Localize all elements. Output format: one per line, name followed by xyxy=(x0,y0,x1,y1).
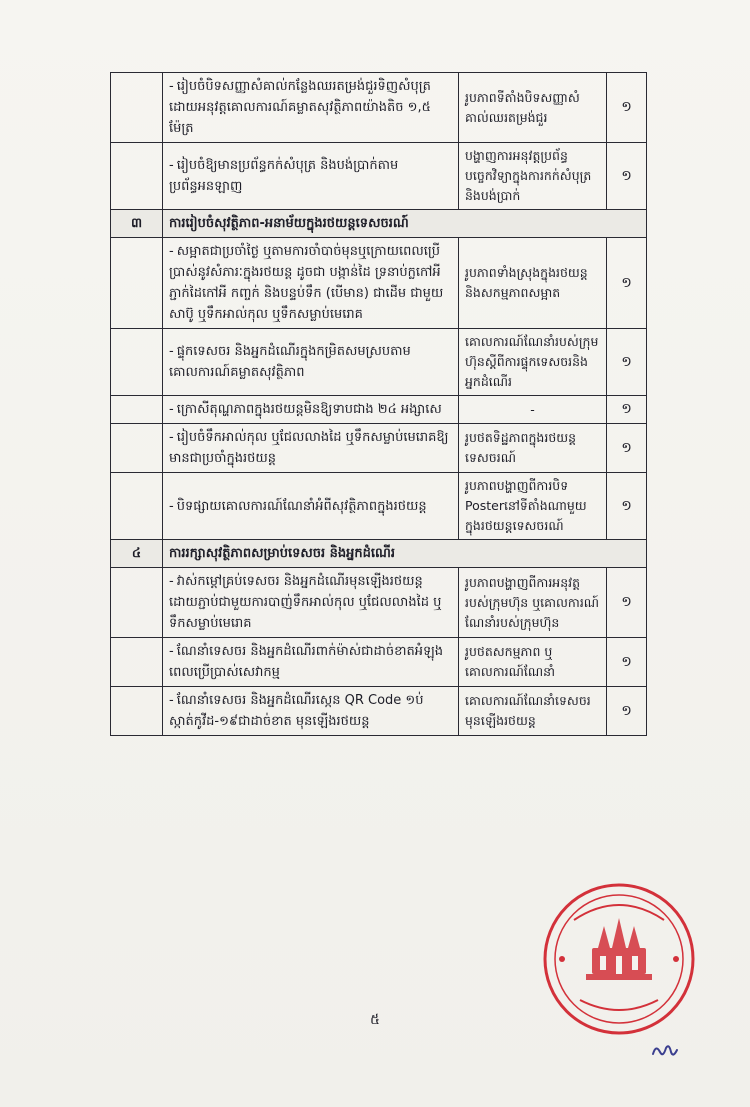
table-row xyxy=(111,73,647,143)
signature-mark-icon xyxy=(650,1040,680,1062)
evidence-cell: - xyxy=(459,396,607,424)
score-cell: ១ xyxy=(607,396,647,424)
section-row xyxy=(111,540,647,568)
row-number-cell xyxy=(111,143,163,210)
official-seal-icon xyxy=(540,880,698,1038)
section-title: ការរៀបចំសុវត្ថិភាព-អនាម័យក្នុងរថយន្តទេសចរណ៍ xyxy=(163,210,647,238)
evidence-cell: គោលការណ៍ណែនាំទេសចរមុនឡើងរថយន្ត xyxy=(459,687,607,736)
activity-cell: - ផ្ទុកទេសចរ និងអ្នកដំណើរក្នុងកម្រិតសមស្របតាមគោលការណ៍គម្លាតសុវត្ថិភាព xyxy=(163,329,459,396)
score-cell: ១ xyxy=(607,424,647,473)
table-row xyxy=(111,329,647,396)
row-number-cell xyxy=(111,687,163,736)
activity-text: ណែនាំទេសចរ និងអ្នកដំណើរស្កេន QR Code ១ប់ស្កាត់កូវីដ-១៩ជាដាច់ខាត មុនឡើងរថយន្ត xyxy=(169,693,424,729)
row-number-cell xyxy=(111,238,163,329)
activity-cell: - វាស់កម្ដៅគ្រប់ទេសចរ និងអ្នកដំណើរមុនឡើងរថយន្ត ដោយភ្ជាប់ជាមួយការបាញ់ទឹកអាល់កុល ឬជែលលាងដៃ ឬទឹកសម្លាប់មេរោគ xyxy=(163,568,459,638)
section-number: ៣ xyxy=(111,210,163,238)
activity-text: សម្អាតជាប្រចាំថ្ងៃ ឬតាមការចាំបាច់មុនឬក្រោយពេលប្រើប្រាស់នូវសំភារៈក្នុងរថយន្ត ដូចជា បង្កាន់ដៃ ទ្រនាប់ក្លកៅអី ភ្ជាក់ដៃកៅអី កញ្ចក់ និងបន្ទប់ទឹក (បើមាន) ជាដើម ជាមួយសាប៊ូ ឬទឹកអាល់កុល ឬទឹកសម្លាប់មេរោគ xyxy=(169,244,444,322)
activity-cell: - ណែនាំទេសចរ និងអ្នកដំណើរស្កេន QR Code ១ប់ស្កាត់កូវីដ-១៩ជាដាច់ខាត មុនឡើងរថយន្ត xyxy=(163,687,459,736)
table-row xyxy=(111,687,647,736)
evidence-cell: បង្ហាញការអនុវត្តប្រព័ន្ធបច្ចេកវិទ្យាក្នុងការកក់សំបុត្រ និងបង់ប្រាក់ xyxy=(459,143,607,210)
evidence-cell: រូបថតទិដ្ឋភាពក្នុងរថយន្តទេសចរណ៍ xyxy=(459,424,607,473)
section-number: ៤ xyxy=(111,540,163,568)
activity-text: រៀបចំឱ្យមានប្រព័ន្ធកក់សំបុត្រ និងបង់ប្រាក់តាមប្រព័ន្ធអនឡាញ xyxy=(169,158,399,194)
score-cell: ១ xyxy=(607,143,647,210)
row-number-cell xyxy=(111,638,163,687)
table-row xyxy=(111,424,647,473)
activity-cell: - សម្អាតជាប្រចាំថ្ងៃ ឬតាមការចាំបាច់មុនឬក្រោយពេលប្រើប្រាស់នូវសំភារៈក្នុងរថយន្ត ដូចជា បង្កាន់ដៃ ទ្រនាប់ក្លកៅអី ភ្ជាក់ដៃកៅអី កញ្ចក់ និងបន្ទប់ទឹក (បើមាន) ជាដើម ជាមួយសាប៊ូ ឬទឹកអាល់កុល ឬទឹកសម្លាប់មេរោគ xyxy=(163,238,459,329)
evidence-cell: រូបភាពទាំងស្រុងក្នុងរថយន្ត និងសកម្មភាពសម្អាត xyxy=(459,238,607,329)
activity-text: រៀបចំបិទសញ្ញាសំគាល់កន្លែងឈរតម្រង់ជួរទិញសំបុត្រ ដោយអនុវត្តគោលការណ៍គម្លាតសុវត្ថិភាពយ៉ាងតិច ១,៥ ម៉ែត្រ xyxy=(169,79,431,136)
table-row xyxy=(111,238,647,329)
row-number-cell xyxy=(111,473,163,540)
row-number-cell xyxy=(111,424,163,473)
page-number: ៥ xyxy=(370,1012,380,1028)
evidence-cell: រូបភាពបង្ហាញពីការអនុវត្តរបស់ក្រុមហ៊ុន ឬគោលការណ៍ណែនាំរបស់ក្រុមហ៊ុន xyxy=(459,568,607,638)
activity-cell: - បិទផ្សាយគោលការណ៍ណែនាំអំពីសុវត្ថិភាពក្នុងរថយន្ត xyxy=(163,473,459,540)
activity-text: រៀបចំទឹកអាល់កុល ឬជែលលាងដៃ ឬទឹកសម្លាប់មេរោគឱ្យមានជាប្រចាំក្នុងរថយន្ត xyxy=(169,430,449,466)
row-number-cell xyxy=(111,329,163,396)
row-number-cell xyxy=(111,568,163,638)
table-row xyxy=(111,568,647,638)
evidence-cell: រូបភាពទីតាំងបិទសញ្ញាសំគាល់ឈរតម្រង់ជួរ xyxy=(459,73,607,143)
score-cell: ១ xyxy=(607,687,647,736)
activity-text: ក្រោសីតុណ្ហភាពក្នុងរថយន្តមិនឱ្យទាបជាង ២៤ អង្សាសេ xyxy=(176,402,442,417)
evidence-cell: រូបភាពបង្ហាញពីការបិទ Posterនៅទីតាំងណាមួយក្នុងរថយន្តទេសចរណ៍ xyxy=(459,473,607,540)
table-row xyxy=(111,473,647,540)
evidence-cell: គោលការណ៍ណែនាំរបស់ក្រុមហ៊ុនស្ដីពីការផ្ទុកទេសចរនិងអ្នកដំណើរ xyxy=(459,329,607,396)
table-row xyxy=(111,143,647,210)
activity-cell: - រៀបចំបិទសញ្ញាសំគាល់កន្លែងឈរតម្រង់ជួរទិញសំបុត្រ ដោយអនុវត្តគោលការណ៍គម្លាតសុវត្ថិភាពយ៉ាងតិច ១,៥ ម៉ែត្រ xyxy=(163,73,459,143)
activity-text: វាស់កម្ដៅគ្រប់ទេសចរ និងអ្នកដំណើរមុនឡើងរថយន្ត ដោយភ្ជាប់ជាមួយការបាញ់ទឹកអាល់កុល ឬជែលលាងដៃ ឬទឹកសម្លាប់មេរោគ xyxy=(169,574,442,631)
score-cell: ១ xyxy=(607,473,647,540)
activity-cell: - ក្រោសីតុណ្ហភាពក្នុងរថយន្តមិនឱ្យទាបជាង ២៤ អង្សាសេ xyxy=(163,396,459,424)
score-cell: ១ xyxy=(607,638,647,687)
criteria-table xyxy=(110,72,647,736)
score-cell: ១ xyxy=(607,329,647,396)
activity-text: ផ្ទុកទេសចរ និងអ្នកដំណើរក្នុងកម្រិតសមស្របតាមគោលការណ៍គម្លាតសុវត្ថិភាព xyxy=(169,344,411,380)
activity-text: ណែនាំទេសចរ និងអ្នកដំណើរពាក់ម៉ាស់ជាដាច់ខាតអំឡុងពេលប្រើប្រាស់សេវាកម្ម xyxy=(169,644,443,680)
row-number-cell xyxy=(111,396,163,424)
score-cell: ១ xyxy=(607,73,647,143)
section-title: ការរក្សាសុវត្ថិភាពសម្រាប់ទេសចរ និងអ្នកដំណើរ xyxy=(163,540,647,568)
table-row xyxy=(111,396,647,424)
row-number-cell xyxy=(111,73,163,143)
activity-cell: - រៀបចំទឹកអាល់កុល ឬជែលលាងដៃ ឬទឹកសម្លាប់មេរោគឱ្យមានជាប្រចាំក្នុងរថយន្ត xyxy=(163,424,459,473)
activity-text: បិទផ្សាយគោលការណ៍ណែនាំអំពីសុវត្ថិភាពក្នុងរថយន្ត xyxy=(176,498,427,514)
section-row xyxy=(111,210,647,238)
score-cell: ១ xyxy=(607,238,647,329)
evidence-cell: រូបថតសកម្មភាព ឬគោលការណ៍ណែនាំ xyxy=(459,638,607,687)
table-row xyxy=(111,638,647,687)
activity-cell: - រៀបចំឱ្យមានប្រព័ន្ធកក់សំបុត្រ និងបង់ប្រាក់តាមប្រព័ន្ធអនឡាញ xyxy=(163,143,459,210)
activity-cell: - ណែនាំទេសចរ និងអ្នកដំណើរពាក់ម៉ាស់ជាដាច់ខាតអំឡុងពេលប្រើប្រាស់សេវាកម្ម xyxy=(163,638,459,687)
score-cell: ១ xyxy=(607,568,647,638)
criteria-table-body xyxy=(111,73,647,736)
